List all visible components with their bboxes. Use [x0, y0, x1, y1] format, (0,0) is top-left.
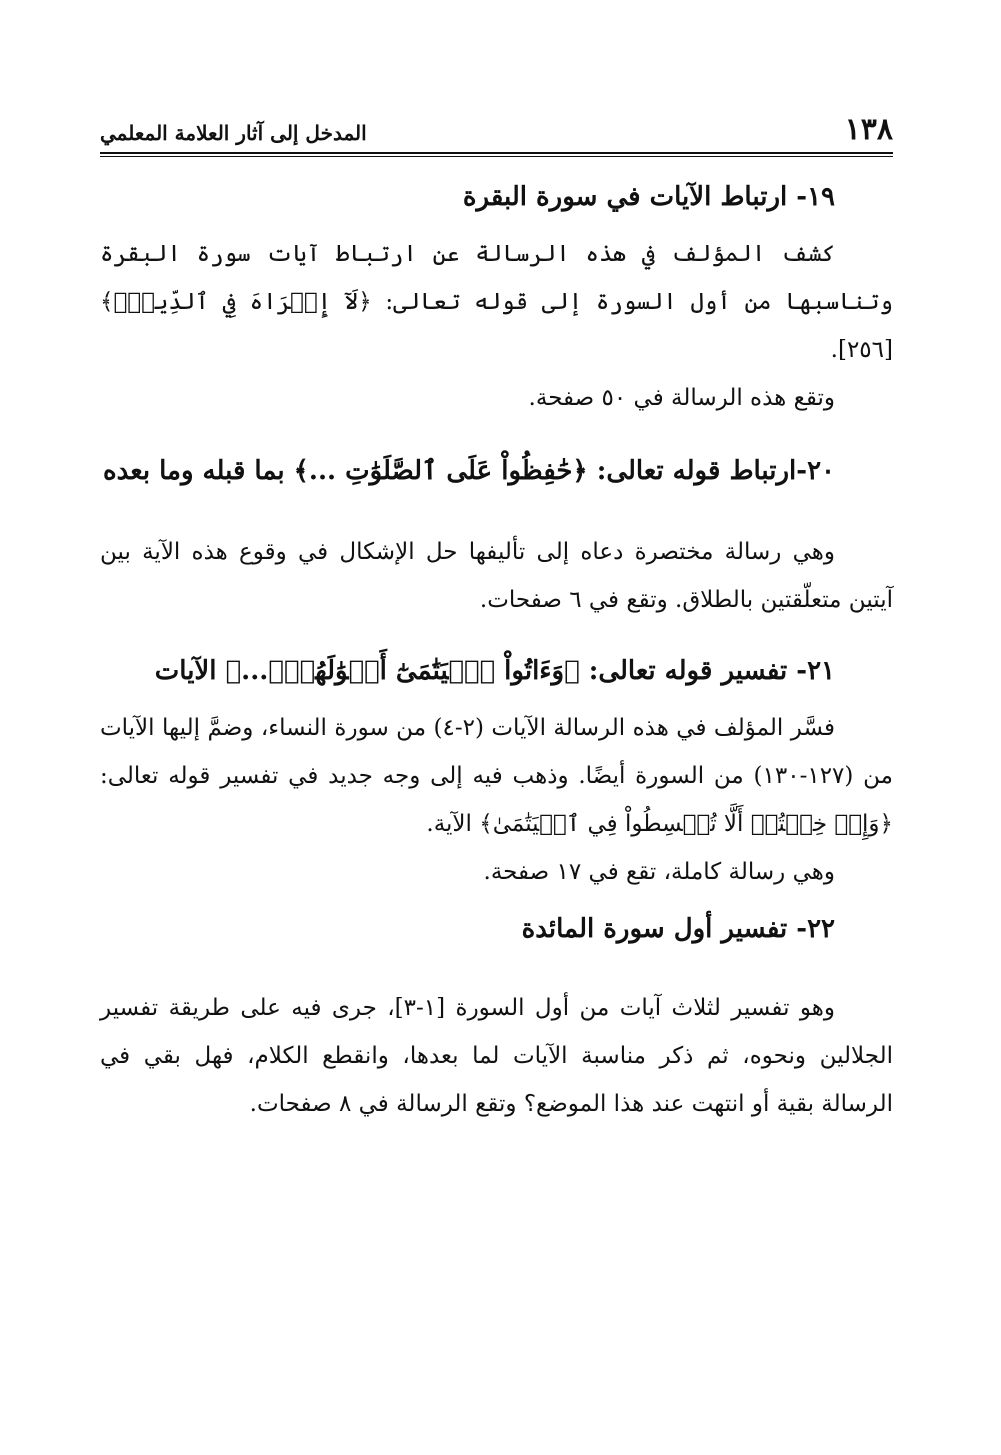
- section-heading-19: ١٩- ارتباط الآيات في سورة البقرة: [462, 182, 835, 212]
- page-number: ١٣٨: [844, 112, 893, 147]
- paragraph: وهي رسالة كاملة، تقع في ١٧ صفحة.: [483, 859, 835, 885]
- page-body: [100, 172, 893, 1128]
- paragraph: وهو تفسير لثلاث آيات من أول السورة [١-٣]، جرى فيه على طريقة تفسير الجلالين ونحوه، ثم ذكر مناسبة الآيات لما بعدها، وانقطع الكلام، فهل بقي في الرسالة بقية أو انتهت عند هذا الموضع؟ وتقع الرسالة في ٨ صفحات.: [100, 995, 893, 1117]
- section-heading-21: ٢١- تفسير قوله تعالى: ﴿وَءَاتُواْ ٱلۡيَتَٰمَىٰٓ أَمۡوَٰلَهُمۡۖ...﴾ الآيات: [154, 656, 835, 686]
- page-header: [100, 112, 893, 152]
- header-rule: [100, 152, 893, 154]
- section-heading-22: ٢٢- تفسير أول سورة المائدة: [521, 914, 835, 944]
- running-title: المدخل إلى آثار العلامة المعلمي: [100, 121, 367, 145]
- paragraph: وتقع هذه الرسالة في ٥٠ صفحة.: [528, 385, 835, 411]
- header-rule-thin: [100, 156, 893, 157]
- paragraph: وهي رسالة مختصرة دعاه إلى تأليفها حل الإشكال في وقوع هذه الآية بين آيتين متعلّقتين بالطلاق. وتقع في ٦ صفحات.: [100, 539, 893, 613]
- section-heading-20: ٢٠-ارتباط قوله تعالى: ﴿حَٰفِظُواْ عَلَى ٱلصَّلَوَٰتِ ...﴾ بما قبله وما بعده: [103, 456, 835, 486]
- paragraph: فسَّر المؤلف في هذه الرسالة الآيات (٢-٤) من سورة النساء، وضمَّ إليها الآيات من (١٢٧-١٣٠) من السورة أيضًا. وذهب فيه إلى وجه جديد في تفسير قوله تعالى: ﴿وَإِنۡ خِفۡتُمۡ أَلَّا تُقۡسِطُواْ فِي ٱلۡيَتَٰمَىٰ﴾ الآية.: [100, 715, 893, 837]
- paragraph: كشف المؤلف في هذه الرسالة عن ارتباط آيات سورة البقرة وتناسبها من أول السورة إلى قوله تعالى: ﴿لَآ إِكۡرَاهَ فِي ٱلدِّينِۖ﴾ [٢٥٦].: [100, 241, 893, 363]
